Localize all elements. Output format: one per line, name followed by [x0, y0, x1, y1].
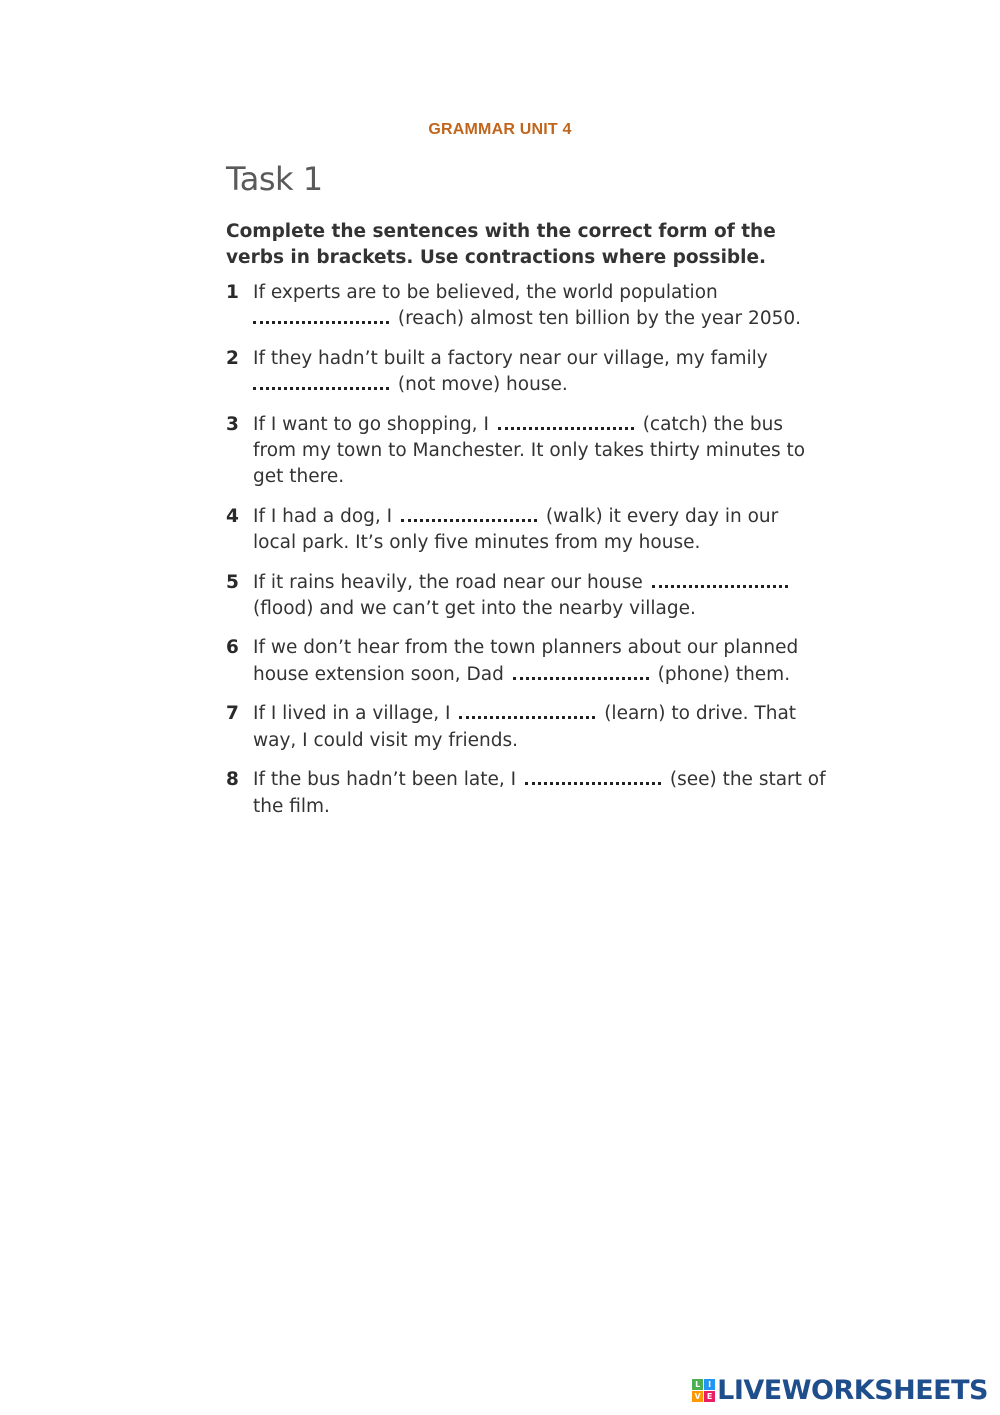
question-number: 1	[226, 282, 239, 303]
question-text-before: If experts are to be believed, the world population	[253, 282, 718, 303]
question-item-8	[226, 767, 826, 820]
answer-blank-5[interactable]	[652, 573, 788, 588]
question-text-before: If it rains heavily, the road near our house	[253, 571, 643, 593]
question-text-before: If we don’t hear from the town planners about our planned house extension soon, Dad	[253, 637, 799, 685]
question-item-5	[226, 570, 826, 623]
question-text-before: If the bus hadn’t been late, I	[253, 769, 517, 791]
answer-blank-1[interactable]	[253, 309, 389, 324]
question-number: 8	[226, 769, 239, 791]
question-number: 6	[226, 637, 239, 659]
question-text-before: If I had a dog, I	[253, 505, 393, 527]
question-item-1	[226, 280, 826, 333]
liveworksheets-logo-icon	[692, 1379, 715, 1402]
question-text-before: If I want to go shopping, I	[253, 413, 489, 435]
question-text-after: (flood) and we can’t get into the nearby village.	[253, 598, 696, 620]
answer-blank-7[interactable]	[459, 704, 595, 719]
question-item-6	[226, 635, 826, 688]
question-number: 7	[226, 703, 239, 725]
logo-icon-cell: I	[704, 1379, 715, 1390]
question-text-before: If I lived in a village, I	[253, 703, 451, 725]
question-text-after: (catch) the bus from my town to Manchester. It only takes thirty minutes to get there.	[253, 413, 806, 488]
question-text-after: (phone) them.	[657, 663, 791, 685]
answer-blank-2[interactable]	[253, 375, 389, 390]
question-text-before: If they hadn’t built a factory near our village, my family	[253, 347, 768, 369]
liveworksheets-logo[interactable]	[692, 1373, 988, 1407]
question-item-4	[226, 504, 826, 557]
question-number: 2	[226, 347, 239, 369]
task-heading: Task 1	[226, 160, 323, 198]
logo-text: LIVEWORKSHEETS	[717, 1374, 988, 1406]
question-text-after: (learn) to drive. That way, I could visit my friends.	[253, 703, 797, 751]
question-text-after: (see) the start of the film.	[253, 769, 826, 817]
logo-icon-cell: V	[692, 1391, 703, 1402]
question-number: 4	[226, 505, 239, 527]
question-item-2	[226, 346, 826, 399]
answer-blank-6[interactable]	[513, 665, 649, 680]
question-number: 3	[226, 413, 239, 435]
logo-icon-cell: E	[704, 1391, 715, 1402]
task-instructions: Complete the sentences with the correct form of the verbs in brackets. Use contractions where possible.	[226, 221, 776, 268]
question-text-after: (not move) house.	[397, 374, 568, 396]
logo-icon-cell: L	[692, 1379, 703, 1390]
question-item-3	[226, 412, 826, 491]
answer-blank-4[interactable]	[401, 507, 537, 522]
question-list	[226, 280, 826, 833]
question-number: 5	[226, 571, 239, 593]
answer-blank-3[interactable]	[498, 415, 634, 430]
answer-blank-8[interactable]	[525, 770, 661, 785]
question-text-after: (reach) almost ten billion by the year 2050.	[397, 308, 802, 330]
question-text-after: (walk) it every day in our local park. It’s only five minutes from my house.	[253, 505, 779, 554]
question-item-7	[226, 701, 826, 754]
page-header-title: GRAMMAR UNIT 4	[428, 121, 572, 138]
